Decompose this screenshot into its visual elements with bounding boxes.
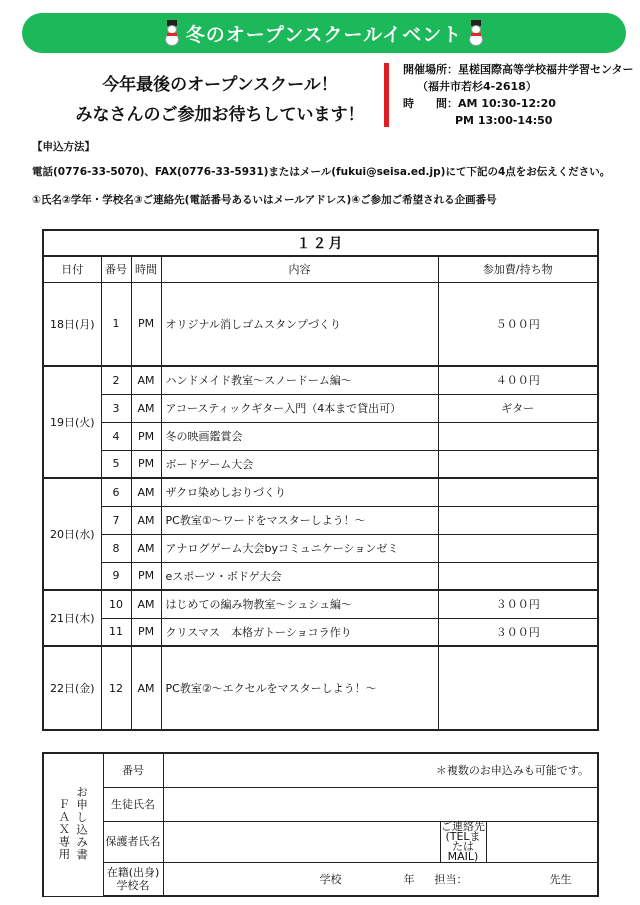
headline-line2: みなさんのご参加お待ちしています！ (75, 105, 365, 125)
date-cell: 20日(水) (43, 478, 101, 590)
content-cell: オリジナル消しゴムスタンプづくり (161, 282, 438, 366)
table-row (43, 422, 598, 450)
time-cell: PM (131, 450, 161, 478)
content-cell: ザクロ染めしおりづくり (161, 478, 438, 506)
fee-cell (438, 506, 598, 534)
student-name-label: 生徒氏名 (103, 787, 163, 821)
content-cell: PC教室①～ワードをマスターしよう！～ (161, 506, 438, 534)
student-name-field[interactable] (163, 787, 598, 821)
teacher-label: 担当： (434, 872, 468, 886)
header-num: 番号 (101, 256, 131, 282)
table-row (43, 562, 598, 590)
table-row (43, 450, 598, 478)
table-row (43, 478, 598, 506)
teacher-suffix: 先生 (549, 872, 572, 886)
table-row (43, 282, 598, 366)
date-cell: 22日(金) (43, 646, 101, 730)
table-row (43, 366, 598, 394)
time-cell: AM (131, 394, 161, 422)
apply-required-items: ①氏名②学年・学校名③ご連絡先(電話番号あるいはメールアドレス)④ご参加ご希望される企画番号 (32, 194, 497, 206)
header-fee: 参加費/持ち物 (438, 256, 598, 282)
fee-cell: ギター (438, 394, 598, 422)
time-cell: AM (131, 506, 161, 534)
date-cell: 18日(月) (43, 282, 101, 366)
time-cell: AM (131, 534, 161, 562)
table-row (43, 590, 598, 618)
venue-place: 星槎国際高等学校福井学習センター (458, 63, 634, 76)
num-cell: 8 (101, 534, 131, 562)
fee-cell (438, 450, 598, 478)
fee-cell: ４００円 (438, 366, 598, 394)
content-cell: eスポーツ・ボドゲ大会 (161, 562, 438, 590)
time-cell: AM (131, 590, 161, 618)
date-cell: 21日(木) (43, 590, 101, 646)
guardian-name-label: 保護者氏名 (103, 821, 163, 862)
contact-field[interactable] (486, 821, 598, 862)
fee-cell (438, 478, 598, 506)
snowman-icon (164, 20, 180, 46)
headline (60, 70, 380, 130)
form-side-title-b: お申し込み書 (75, 785, 90, 861)
date-cell: 19日(火) (43, 366, 101, 478)
venue-label: 開催場所： (403, 63, 458, 76)
form-side-title-a: ＦＡＸ専用 (57, 798, 72, 861)
guardian-name-field[interactable] (163, 821, 440, 862)
num-cell: 11 (101, 618, 131, 646)
apply-instructions: 電話(0776-33-5070)、FAX(0776-33-5931)またはメール(fukui@seisa.ed.jp)にて下記の4点をお伝えください。 (32, 166, 611, 178)
month-title: １２月 (43, 230, 598, 256)
fee-cell (438, 646, 598, 730)
contact-label: ご連絡先(TELまたはMAIL) (441, 819, 485, 863)
number-field[interactable] (163, 753, 598, 787)
fee-cell: ３００円 (438, 618, 598, 646)
num-cell: 6 (101, 478, 131, 506)
time-cell: PM (131, 618, 161, 646)
venue-accent-bar (384, 63, 389, 127)
venue-address: （福井市若杉4-2618） (417, 80, 537, 93)
fee-cell: ３００円 (438, 590, 598, 618)
fax-application-form (42, 752, 599, 897)
table-row (43, 618, 598, 646)
header-date: 日付 (43, 256, 101, 282)
time-cell: PM (131, 282, 161, 366)
time-cell: AM (131, 366, 161, 394)
content-cell: はじめての編み物教室～シュシュ編～ (161, 590, 438, 618)
time-pm: PM 13:00-14:50 (455, 114, 553, 127)
content-cell: アコースティックギター入門（4本まで貸出可） (161, 394, 438, 422)
venue-info (403, 61, 634, 129)
school-label: 在籍(出身)学校名 (103, 862, 163, 896)
school-word: 学校 (319, 872, 342, 886)
fee-cell: ５００円 (438, 282, 598, 366)
time-cell: PM (131, 422, 161, 450)
banner-title: 冬のオープンスクールイベント (185, 23, 463, 46)
school-field[interactable] (163, 862, 598, 896)
table-row (43, 534, 598, 562)
number-label: 番号 (103, 753, 163, 787)
time-cell: PM (131, 562, 161, 590)
table-row (43, 394, 598, 422)
number-note: ＊複数のお申込みも可能です。 (435, 764, 590, 778)
num-cell: 12 (101, 646, 131, 730)
content-cell: ハンドメイド教室～スノードーム編～ (161, 366, 438, 394)
time-am: AM 10:30-12:20 (458, 97, 556, 110)
num-cell: 10 (101, 590, 131, 618)
table-row (43, 646, 598, 730)
apply-heading: 【申込方法】 (32, 141, 95, 153)
time-label: 時 間： (403, 97, 458, 110)
content-cell: PC教室②～エクセルをマスターしよう！～ (161, 646, 438, 730)
snowman-icon (468, 20, 484, 46)
headline-line1: 今年最後のオープンスクール！ (102, 75, 338, 95)
num-cell: 4 (101, 422, 131, 450)
num-cell: 5 (101, 450, 131, 478)
fee-cell (438, 534, 598, 562)
num-cell: 3 (101, 394, 131, 422)
event-banner (22, 13, 626, 53)
time-cell: AM (131, 646, 161, 730)
grade-word: 年 (403, 872, 415, 886)
content-cell: クリスマス 本格ガトーショコラ作り (161, 618, 438, 646)
header-content: 内容 (161, 256, 438, 282)
form-side-title (43, 753, 103, 896)
time-cell: AM (131, 478, 161, 506)
fee-cell (438, 562, 598, 590)
num-cell: 2 (101, 366, 131, 394)
content-cell: ボードゲーム大会 (161, 450, 438, 478)
num-cell: 9 (101, 562, 131, 590)
content-cell: アナログゲーム大会byコミュニケーションゼミ (161, 534, 438, 562)
num-cell: 1 (101, 282, 131, 366)
fee-cell (438, 422, 598, 450)
header-time: 時間 (131, 256, 161, 282)
schedule-table (42, 229, 599, 731)
content-cell: 冬の映画鑑賞会 (161, 422, 438, 450)
num-cell: 7 (101, 506, 131, 534)
table-row (43, 506, 598, 534)
